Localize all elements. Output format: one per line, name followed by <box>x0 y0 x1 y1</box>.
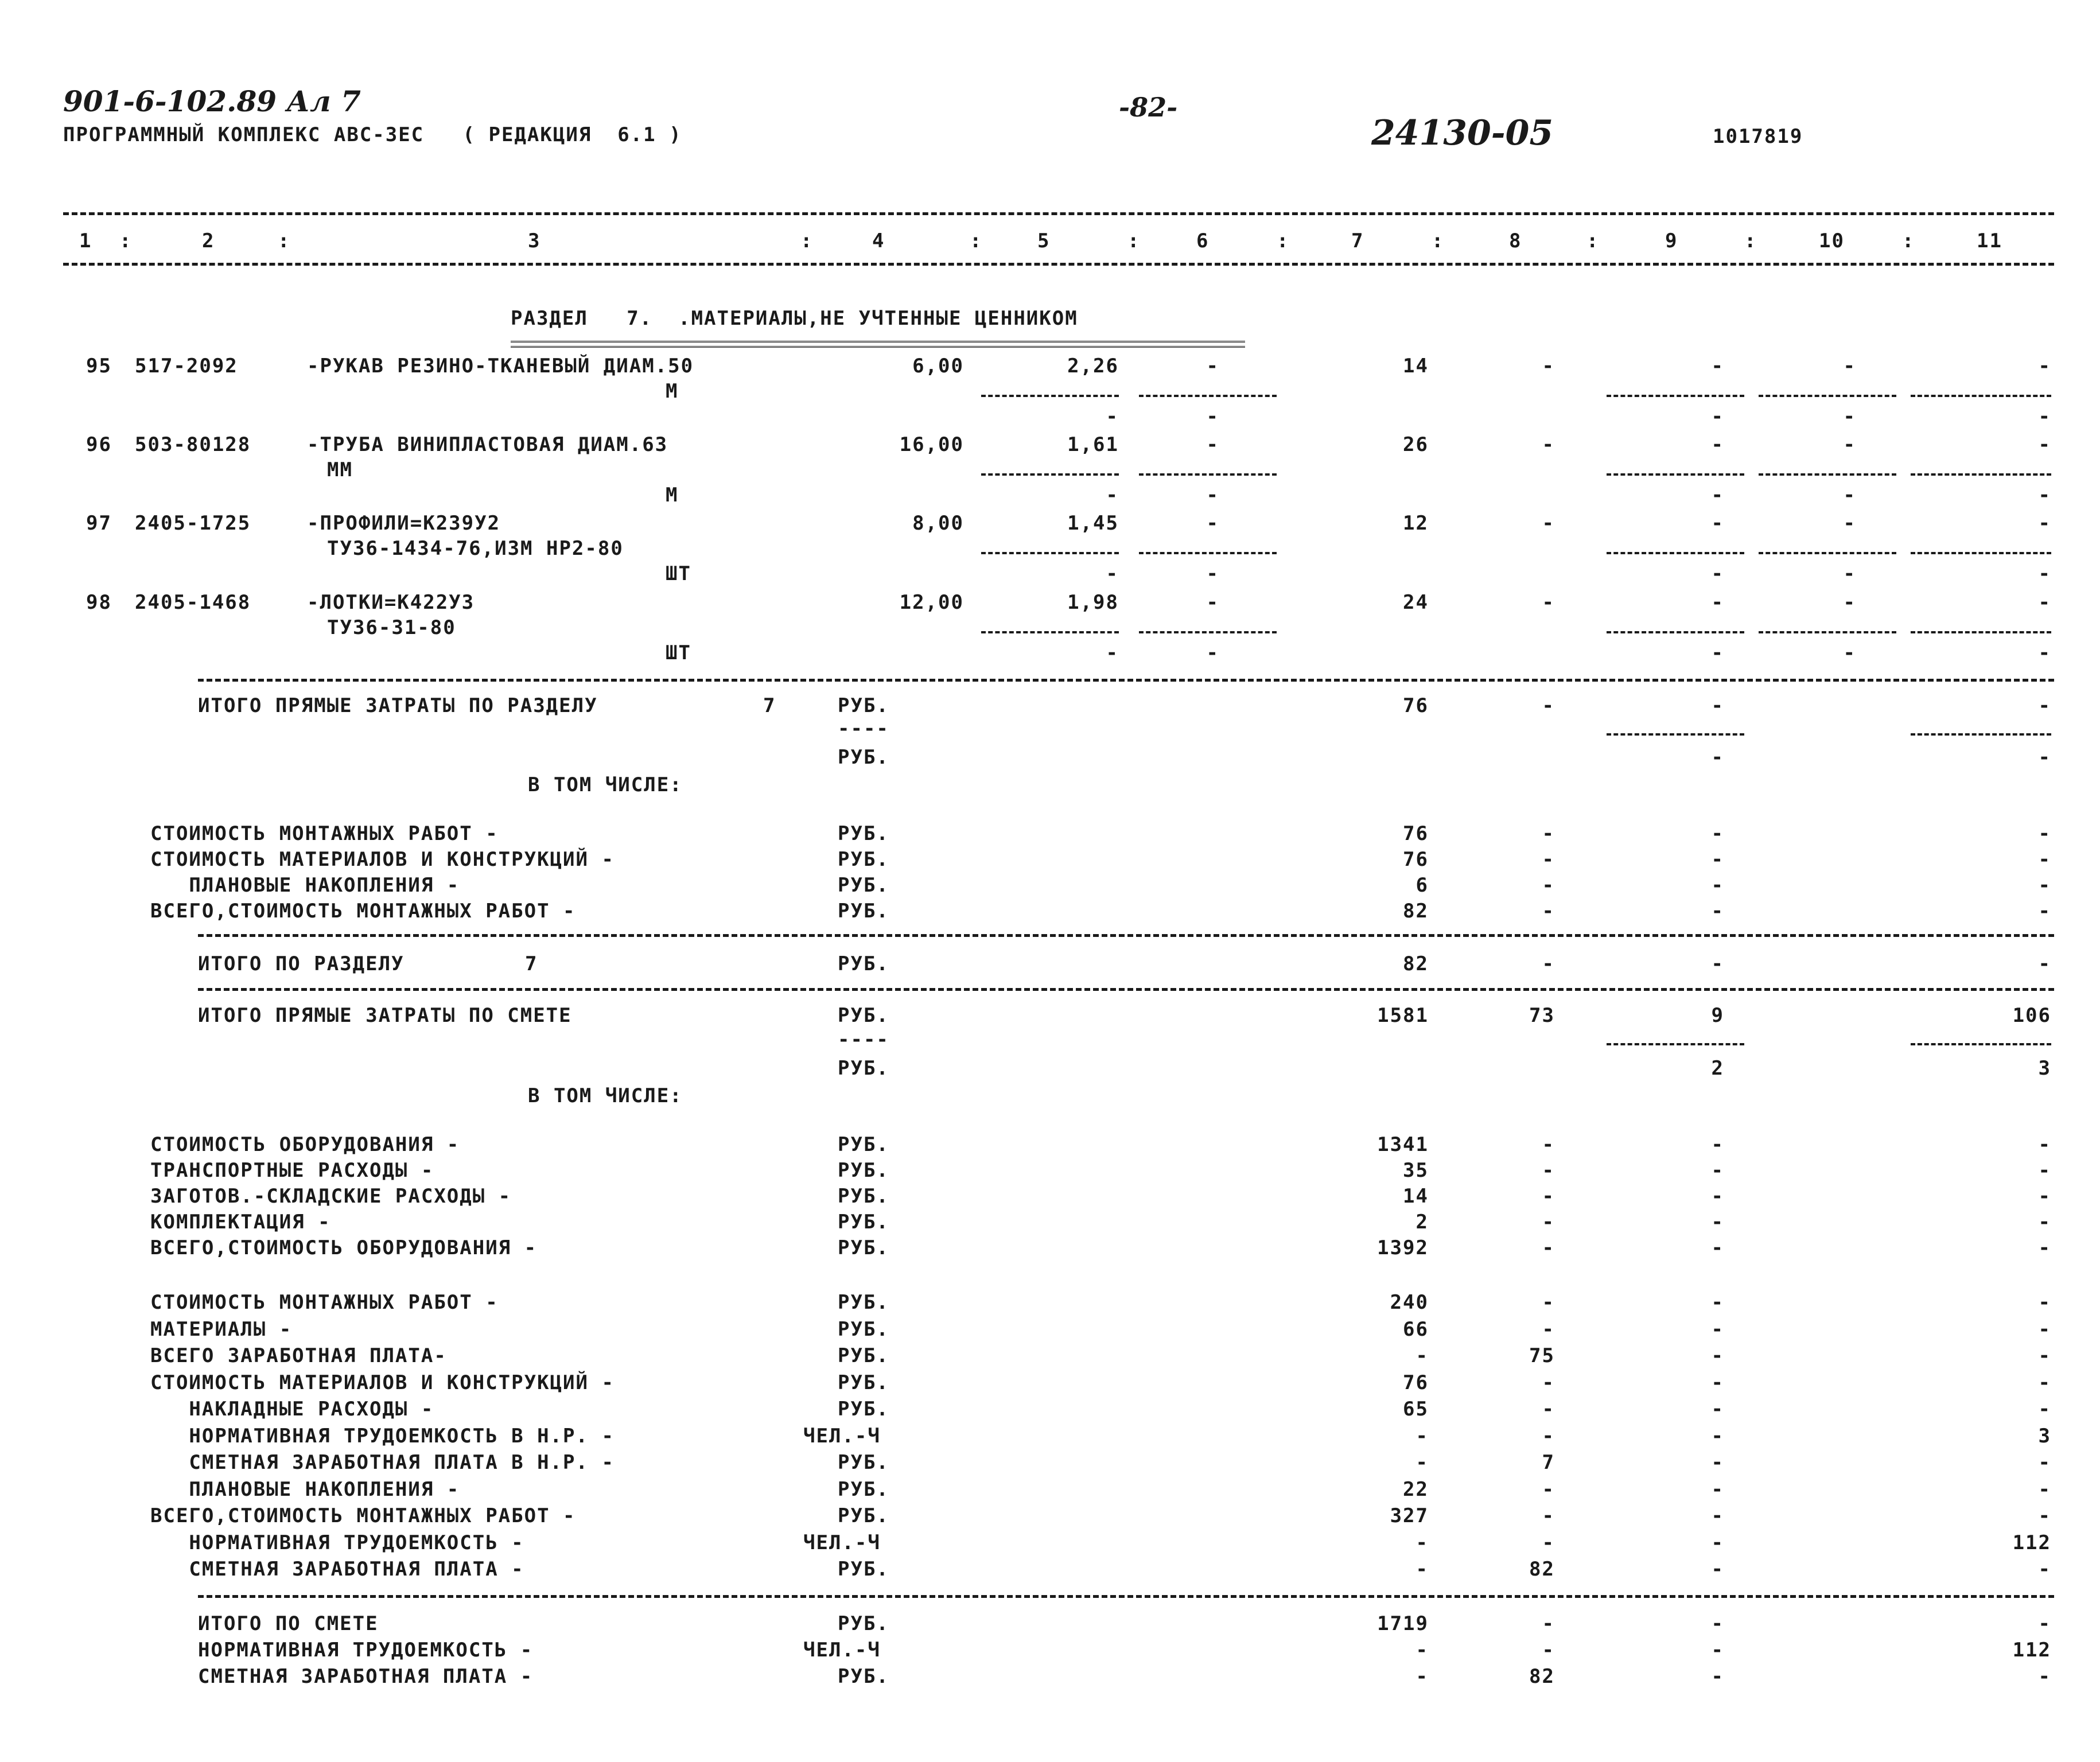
row-label: ВСЕГО,СТОИМОСТЬ МОНТАЖНЫХ РАБОТ - <box>150 900 576 923</box>
subline-6 <box>1139 552 1277 554</box>
item-number: 97 <box>86 512 112 535</box>
cell-c6: - <box>1206 484 1219 507</box>
cell-c7: 1392 <box>1377 1236 1429 1259</box>
cell-c7: - <box>1415 1451 1429 1474</box>
row-unit: РУБ. <box>838 822 889 845</box>
cell-c8: - <box>1542 1159 1555 1182</box>
cell-c11: - <box>2038 1317 2051 1341</box>
row-label: ТРАНСПОРТНЫЕ РАСХОДЫ - <box>150 1159 434 1182</box>
cell-c10: - <box>1843 405 1856 428</box>
subline-9 <box>1607 395 1744 397</box>
cell-c8: - <box>1542 1211 1555 1234</box>
row-label: СТОИМОСТЬ МАТЕРИАЛОВ И КОНСТРУКЦИЙ - <box>150 848 615 871</box>
row-unit: РУБ. <box>838 1371 889 1394</box>
row-label: ЗАГОТОВ.-СКЛАДСКИЕ РАСХОДЫ - <box>150 1185 512 1208</box>
cell-c11: - <box>2038 562 2051 585</box>
estimate-code: 24130-05 <box>1371 113 1554 153</box>
column-header-10: 10 <box>1819 230 1845 252</box>
estimate-total-unit-dash: ---- <box>838 1028 889 1051</box>
row-unit: РУБ. <box>838 1451 889 1474</box>
subline-11 <box>1911 552 2051 554</box>
row-unit: РУБ. <box>838 1612 889 1635</box>
cell-c8: - <box>1542 822 1555 845</box>
cell-c9: - <box>1711 1558 1724 1581</box>
cell-c9: - <box>1711 591 1724 614</box>
cell-c11: - <box>2038 1185 2051 1208</box>
cell-c11: - <box>2038 1558 2051 1581</box>
item-unit: М <box>666 380 679 403</box>
cell-c8: - <box>1542 1317 1555 1341</box>
column-separator: : <box>1902 230 1915 252</box>
cell-c9: - <box>1711 355 1724 378</box>
row-label: СМЕТНАЯ ЗАРАБОТНАЯ ПЛАТА - <box>150 1558 524 1581</box>
cell-c9: - <box>1711 1477 1724 1501</box>
cell-price: 2,26 <box>1067 355 1119 378</box>
cell-c8: 82 <box>1529 1558 1555 1581</box>
item-name: -ПРОФИЛИ=К239У2 <box>307 512 501 535</box>
item-code: 2405-1725 <box>135 512 251 535</box>
cell-c9: - <box>1711 952 1724 975</box>
column-separator: : <box>1277 230 1290 252</box>
cell-c11: 112 <box>2012 1639 2051 1662</box>
cell-c8: - <box>1542 1531 1555 1554</box>
row-unit: РУБ. <box>838 1236 889 1259</box>
subline-10 <box>1759 395 1896 397</box>
column-header-5: 5 <box>1037 230 1051 252</box>
cell-c7: 6 <box>1415 874 1429 897</box>
cell-c9: - <box>1711 1159 1724 1182</box>
cell-c10: - <box>1843 591 1856 614</box>
row-label: ПЛАНОВЫЕ НАКОПЛЕНИЯ - <box>150 1477 460 1501</box>
cell-c11: - <box>2038 746 2051 769</box>
column-header-3: 3 <box>528 230 541 252</box>
cell-c10: - <box>1843 562 1856 585</box>
cell-c11: - <box>2038 1477 2051 1501</box>
subline-5 <box>981 395 1119 397</box>
item-unit: ШТ <box>666 562 691 585</box>
cell-c11: - <box>2038 591 2051 614</box>
cell-c9: - <box>1711 822 1724 845</box>
cell-c11: - <box>2038 355 2051 378</box>
cell-c9: - <box>1711 1317 1724 1341</box>
cell-c8: - <box>1542 1185 1555 1208</box>
cell-c7: 327 <box>1390 1504 1429 1527</box>
item-unit: М <box>666 484 679 507</box>
cell-c11: 106 <box>2012 1004 2051 1027</box>
cell-c7: 66 <box>1403 1317 1429 1341</box>
item-unit: ШТ <box>666 641 691 664</box>
cell-c8: 82 <box>1529 1665 1555 1688</box>
cell-c10: - <box>1843 433 1856 456</box>
cell-c7: 65 <box>1403 1398 1429 1421</box>
column-header-1: 1 <box>79 230 92 252</box>
cell-c7: 1341 <box>1377 1133 1429 1156</box>
cell-c11: - <box>2038 1159 2051 1182</box>
est-subline-11 <box>1911 1043 2051 1045</box>
section-final-unit: РУБ. <box>838 952 889 975</box>
cell-c6: - <box>1206 405 1219 428</box>
cell-c8: - <box>1542 591 1555 614</box>
item-code: 2405-1468 <box>135 591 251 614</box>
cell-c11: 112 <box>2012 1531 2051 1554</box>
section-end-rule <box>198 679 2054 682</box>
cell-c6: - <box>1206 591 1219 614</box>
document-number: 1017819 <box>1713 125 1803 148</box>
cell-c9: - <box>1711 1133 1724 1156</box>
cell-c9: - <box>1711 562 1724 585</box>
cell-c8: - <box>1542 1291 1555 1314</box>
item-name-line2: ММ <box>327 458 353 481</box>
works-end-rule <box>198 1595 2054 1598</box>
row-label: ВСЕГО,СТОИМОСТЬ ОБОРУДОВАНИЯ - <box>150 1236 538 1259</box>
column-separator: : <box>1127 230 1141 252</box>
cell-c9: - <box>1711 1451 1724 1474</box>
column-header-8: 8 <box>1509 230 1522 252</box>
row-label: СМЕТНАЯ ЗАРАБОТНАЯ ПЛАТА - <box>198 1665 534 1688</box>
subline-5 <box>981 552 1119 554</box>
cell-c9: - <box>1711 900 1724 923</box>
row-label: СТОИМОСТЬ МОНТАЖНЫХ РАБОТ - <box>150 1291 499 1314</box>
cell-c9: - <box>1711 1185 1724 1208</box>
cell-c8: - <box>1542 433 1555 456</box>
subline-6 <box>1139 473 1277 476</box>
cell-c8: - <box>1542 1133 1555 1156</box>
subline-5 <box>981 631 1119 633</box>
cell-c7: 1581 <box>1377 1004 1429 1027</box>
cell-c6: - <box>1206 641 1219 664</box>
row-unit: ЧЕЛ.-Ч <box>803 1424 881 1448</box>
subline-9 <box>1607 552 1744 554</box>
cell-c9: - <box>1711 1236 1724 1259</box>
cell-c8: - <box>1542 1236 1555 1259</box>
item-name: -РУКАВ РЕЗИНО-ТКАНЕВЫЙ ДИАМ.50 <box>307 355 694 378</box>
subline-9 <box>1607 631 1744 633</box>
cell-c9: - <box>1711 1665 1724 1688</box>
column-header-11: 11 <box>1977 230 2002 252</box>
column-separator: : <box>1744 230 1757 252</box>
cell-c8: - <box>1542 952 1555 975</box>
est-subline-9 <box>1607 1043 1744 1045</box>
program-title: ПРОГРАММНЫЙ КОМПЛЕКС АВС-3ЕС ( РЕДАКЦИЯ 6.1 ) <box>63 123 682 146</box>
cell-c11: - <box>2038 1344 2051 1367</box>
cell-c8: - <box>1542 1639 1555 1662</box>
section-final-label: ИТОГО ПО РАЗДЕЛУ <box>198 952 405 975</box>
subline-5 <box>981 473 1119 476</box>
cell-c8: - <box>1542 1504 1555 1527</box>
cell-qty: 8,00 <box>912 512 964 535</box>
cell-c11: - <box>2038 1211 2051 1234</box>
cell-c9: - <box>1711 1504 1724 1527</box>
cell-c7: - <box>1415 1424 1429 1448</box>
including-label-2: В ТОМ ЧИСЛЕ: <box>528 1084 683 1107</box>
subline-11 <box>1911 395 2051 397</box>
row-label: ПЛАНОВЫЕ НАКОПЛЕНИЯ - <box>150 874 460 897</box>
cell-c10: - <box>1843 484 1856 507</box>
cell-c8: - <box>1542 900 1555 923</box>
column-separator: : <box>278 230 291 252</box>
subline-10 <box>1759 552 1896 554</box>
cell-c7: 2 <box>1415 1211 1429 1234</box>
cell-c11: - <box>2038 405 2051 428</box>
cell-c11: - <box>2038 848 2051 871</box>
row-unit: РУБ. <box>838 1558 889 1581</box>
section-total-unit2: РУБ. <box>838 746 889 769</box>
cell-c6: - <box>1206 562 1219 585</box>
cell-c10: - <box>1843 641 1856 664</box>
column-separator: : <box>119 230 133 252</box>
cell-c8: 73 <box>1529 1004 1555 1027</box>
item-number: 98 <box>86 591 112 614</box>
cell-c7: 35 <box>1403 1159 1429 1182</box>
row-unit: РУБ. <box>838 848 889 871</box>
row-unit: РУБ. <box>838 1317 889 1341</box>
column-header-2: 2 <box>202 230 215 252</box>
cell-c8: - <box>1542 512 1555 535</box>
cell-c11: 3 <box>2038 1057 2051 1080</box>
row-label: НАКЛАДНЫЕ РАСХОДЫ - <box>150 1398 434 1421</box>
cell-c7: 12 <box>1403 512 1429 535</box>
cell-c7: 240 <box>1390 1291 1429 1314</box>
cell-c7: 76 <box>1403 848 1429 871</box>
cell-c8: - <box>1542 1612 1555 1635</box>
row-unit: ЧЕЛ.-Ч <box>803 1639 881 1662</box>
row-unit: РУБ. <box>838 1398 889 1421</box>
item-name: -ТРУБА ВИНИПЛАСТОВАЯ ДИАМ.63 <box>307 433 668 456</box>
estimate-total-label: ИТОГО ПРЯМЫЕ ЗАТРАТЫ ПО СМЕТЕ <box>198 1004 572 1027</box>
cell-c8: - <box>1542 874 1555 897</box>
cell-c6: - <box>1206 512 1219 535</box>
cell-price: 1,61 <box>1067 433 1119 456</box>
subline-6 <box>1139 395 1277 397</box>
cell-c8: - <box>1542 355 1555 378</box>
cell-c9: - <box>1711 874 1724 897</box>
cell-price: 1,45 <box>1067 512 1119 535</box>
cell-c11: - <box>2038 900 2051 923</box>
row-unit: РУБ. <box>838 1185 889 1208</box>
cell-c11: - <box>2038 1612 2051 1635</box>
section-total-unit: РУБ. <box>838 694 889 717</box>
subline-6 <box>1139 631 1277 633</box>
section-total-label: ИТОГО ПРЯМЫЕ ЗАТРАТЫ ПО РАЗДЕЛУ <box>198 694 598 717</box>
cell-c9: - <box>1711 746 1724 769</box>
section-title: РАЗДЕЛ 7. .МАТЕРИАЛЫ,НЕ УЧТЕННЫЕ ЦЕННИКОМ <box>511 307 1078 330</box>
cell-c7: 14 <box>1403 1185 1429 1208</box>
cell-price: - <box>1106 484 1119 507</box>
row-unit: РУБ. <box>838 1211 889 1234</box>
cell-c11: - <box>2038 433 2051 456</box>
cell-c9: - <box>1711 1398 1724 1421</box>
row-label: ИТОГО ПО СМЕТЕ <box>198 1612 379 1635</box>
cell-c11: - <box>2038 1665 2051 1688</box>
subline-10 <box>1759 473 1896 476</box>
row-label: НОРМАТИВНАЯ ТРУДОЕМКОСТЬ В Н.Р. - <box>150 1424 615 1448</box>
cell-c9: - <box>1711 1211 1724 1234</box>
cell-c6: - <box>1206 433 1219 456</box>
column-header-7: 7 <box>1351 230 1364 252</box>
cell-c8: - <box>1542 848 1555 871</box>
cell-c7: 82 <box>1403 900 1429 923</box>
cell-c9: - <box>1711 1344 1724 1367</box>
item-name-line2: ТУ36-1434-76,ИЗМ НР2-80 <box>327 537 624 560</box>
cell-c9: - <box>1711 1639 1724 1662</box>
cell-price: 1,98 <box>1067 591 1119 614</box>
cell-c11: - <box>2038 822 2051 845</box>
cell-c7: 22 <box>1403 1477 1429 1501</box>
row-unit: РУБ. <box>838 1291 889 1314</box>
cell-c10: - <box>1843 512 1856 535</box>
item-name-line2: ТУ36-31-80 <box>327 616 456 639</box>
cell-c7: - <box>1415 1558 1429 1581</box>
cell-c11: - <box>2038 694 2051 717</box>
cell-c7: 14 <box>1403 355 1429 378</box>
cell-c7: 26 <box>1403 433 1429 456</box>
cell-c9: - <box>1711 1612 1724 1635</box>
row-label: ВСЕГО,СТОИМОСТЬ МОНТАЖНЫХ РАБОТ - <box>150 1504 576 1527</box>
subline-10 <box>1759 631 1896 633</box>
handwritten-doc-code: 901-6-102.89 Ал 7 <box>63 84 361 118</box>
cell-c11: - <box>2038 641 2051 664</box>
cell-c11: - <box>2038 1133 2051 1156</box>
page-number: -82- <box>1119 92 1178 123</box>
cell-c9: - <box>1711 1531 1724 1554</box>
cell-c9: - <box>1711 694 1724 717</box>
column-header-9: 9 <box>1665 230 1678 252</box>
cell-c9: - <box>1711 512 1724 535</box>
cell-c11: - <box>2038 1371 2051 1394</box>
section-total-number: 7 <box>763 694 776 717</box>
cell-qty: 16,00 <box>899 433 964 456</box>
cell-c8: - <box>1542 1424 1555 1448</box>
cell-qty: 12,00 <box>899 591 964 614</box>
section-final-rule <box>198 988 2054 991</box>
item-code: 517-2092 <box>135 355 238 378</box>
cell-c7: 76 <box>1403 822 1429 845</box>
cell-c11: - <box>2038 952 2051 975</box>
cell-c8: 7 <box>1542 1451 1555 1474</box>
row-unit: РУБ. <box>838 1344 889 1367</box>
row-label: НОРМАТИВНАЯ ТРУДОЕМКОСТЬ - <box>198 1639 534 1662</box>
column-separator: : <box>970 230 983 252</box>
row-unit: РУБ. <box>838 1133 889 1156</box>
subline-11 <box>1911 631 2051 633</box>
cell-c9: - <box>1711 433 1724 456</box>
cell-c7: - <box>1415 1531 1429 1554</box>
cell-c8: - <box>1542 1371 1555 1394</box>
cell-c7: 1719 <box>1377 1612 1429 1635</box>
total-subline-9 <box>1607 733 1744 736</box>
row-unit: РУБ. <box>838 874 889 897</box>
cell-c8: - <box>1542 1477 1555 1501</box>
row-label: ВСЕГО ЗАРАБОТНАЯ ПЛАТА- <box>150 1344 447 1367</box>
row-label: КОМПЛЕКТАЦИЯ - <box>150 1211 331 1234</box>
cell-c11: - <box>2038 1451 2051 1474</box>
cell-c11: - <box>2038 1504 2051 1527</box>
row-unit: РУБ. <box>838 1665 889 1688</box>
cell-qty: 6,00 <box>912 355 964 378</box>
subline-9 <box>1607 473 1744 476</box>
cell-c9: - <box>1711 1424 1724 1448</box>
cell-c9: - <box>1711 641 1724 664</box>
column-header-4: 4 <box>872 230 885 252</box>
cell-c8: - <box>1542 1398 1555 1421</box>
cell-c9: - <box>1711 848 1724 871</box>
cell-c11: - <box>2038 1291 2051 1314</box>
top-rule <box>63 212 2054 215</box>
row-label: НОРМАТИВНАЯ ТРУДОЕМКОСТЬ - <box>150 1531 524 1554</box>
cell-c8: 75 <box>1529 1344 1555 1367</box>
item-number: 95 <box>86 355 112 378</box>
row-unit: РУБ. <box>838 1477 889 1501</box>
cell-c7: - <box>1415 1665 1429 1688</box>
estimate-total-unit: РУБ. <box>838 1004 889 1027</box>
cell-c9: - <box>1711 1291 1724 1314</box>
cell-c7: 24 <box>1403 591 1429 614</box>
cell-c9: - <box>1711 484 1724 507</box>
cell-c6: - <box>1206 355 1219 378</box>
header-bottom-rule <box>63 263 2054 266</box>
cell-c7: 76 <box>1403 1371 1429 1394</box>
cell-c7: - <box>1415 1344 1429 1367</box>
column-separator: : <box>1432 230 1445 252</box>
cell-c11: - <box>2038 1398 2051 1421</box>
including-label: В ТОМ ЧИСЛЕ: <box>528 773 683 796</box>
row-label: МАТЕРИАЛЫ - <box>150 1317 293 1341</box>
item-code: 503-80128 <box>135 433 251 456</box>
cell-c9: 2 <box>1711 1057 1724 1080</box>
cell-c7: - <box>1415 1639 1429 1662</box>
cell-c9: - <box>1711 405 1724 428</box>
breakdown-end-rule <box>198 934 2054 937</box>
cell-price: - <box>1106 405 1119 428</box>
item-number: 96 <box>86 433 112 456</box>
column-separator: : <box>1586 230 1600 252</box>
row-unit: РУБ. <box>838 1159 889 1182</box>
item-name: -ЛОТКИ=К422У3 <box>307 591 475 614</box>
row-label: СТОИМОСТЬ МОНТАЖНЫХ РАБОТ - <box>150 822 499 845</box>
row-label: СМЕТНАЯ ЗАРАБОТНАЯ ПЛАТА В Н.Р. - <box>150 1451 615 1474</box>
cell-c11: - <box>2038 1236 2051 1259</box>
cell-c9: - <box>1711 1371 1724 1394</box>
cell-c11: - <box>2038 874 2051 897</box>
row-unit: РУБ. <box>838 900 889 923</box>
row-unit: РУБ. <box>838 1504 889 1527</box>
row-label: СТОИМОСТЬ ОБОРУДОВАНИЯ - <box>150 1133 460 1156</box>
cell-c11: - <box>2038 484 2051 507</box>
section-title-underline <box>511 341 1245 348</box>
column-separator: : <box>800 230 814 252</box>
section-final-number: 7 <box>525 952 538 975</box>
cell-c10: - <box>1843 355 1856 378</box>
estimate-total-unit2: РУБ. <box>838 1057 889 1080</box>
row-label: СТОИМОСТЬ МАТЕРИАЛОВ И КОНСТРУКЦИЙ - <box>150 1371 615 1394</box>
total-subline-11 <box>1911 733 2051 736</box>
cell-price: - <box>1106 562 1119 585</box>
column-header-6: 6 <box>1196 230 1210 252</box>
row-unit: ЧЕЛ.-Ч <box>803 1531 881 1554</box>
cell-c11: - <box>2038 512 2051 535</box>
subline-11 <box>1911 473 2051 476</box>
cell-c7: 82 <box>1403 952 1429 975</box>
section-total-unit-dash: ---- <box>838 717 889 740</box>
cell-price: - <box>1106 641 1119 664</box>
cell-c8: - <box>1542 694 1555 717</box>
cell-c9: 9 <box>1711 1004 1724 1027</box>
cell-c7: 76 <box>1403 694 1429 717</box>
cell-c11: 3 <box>2038 1424 2051 1448</box>
